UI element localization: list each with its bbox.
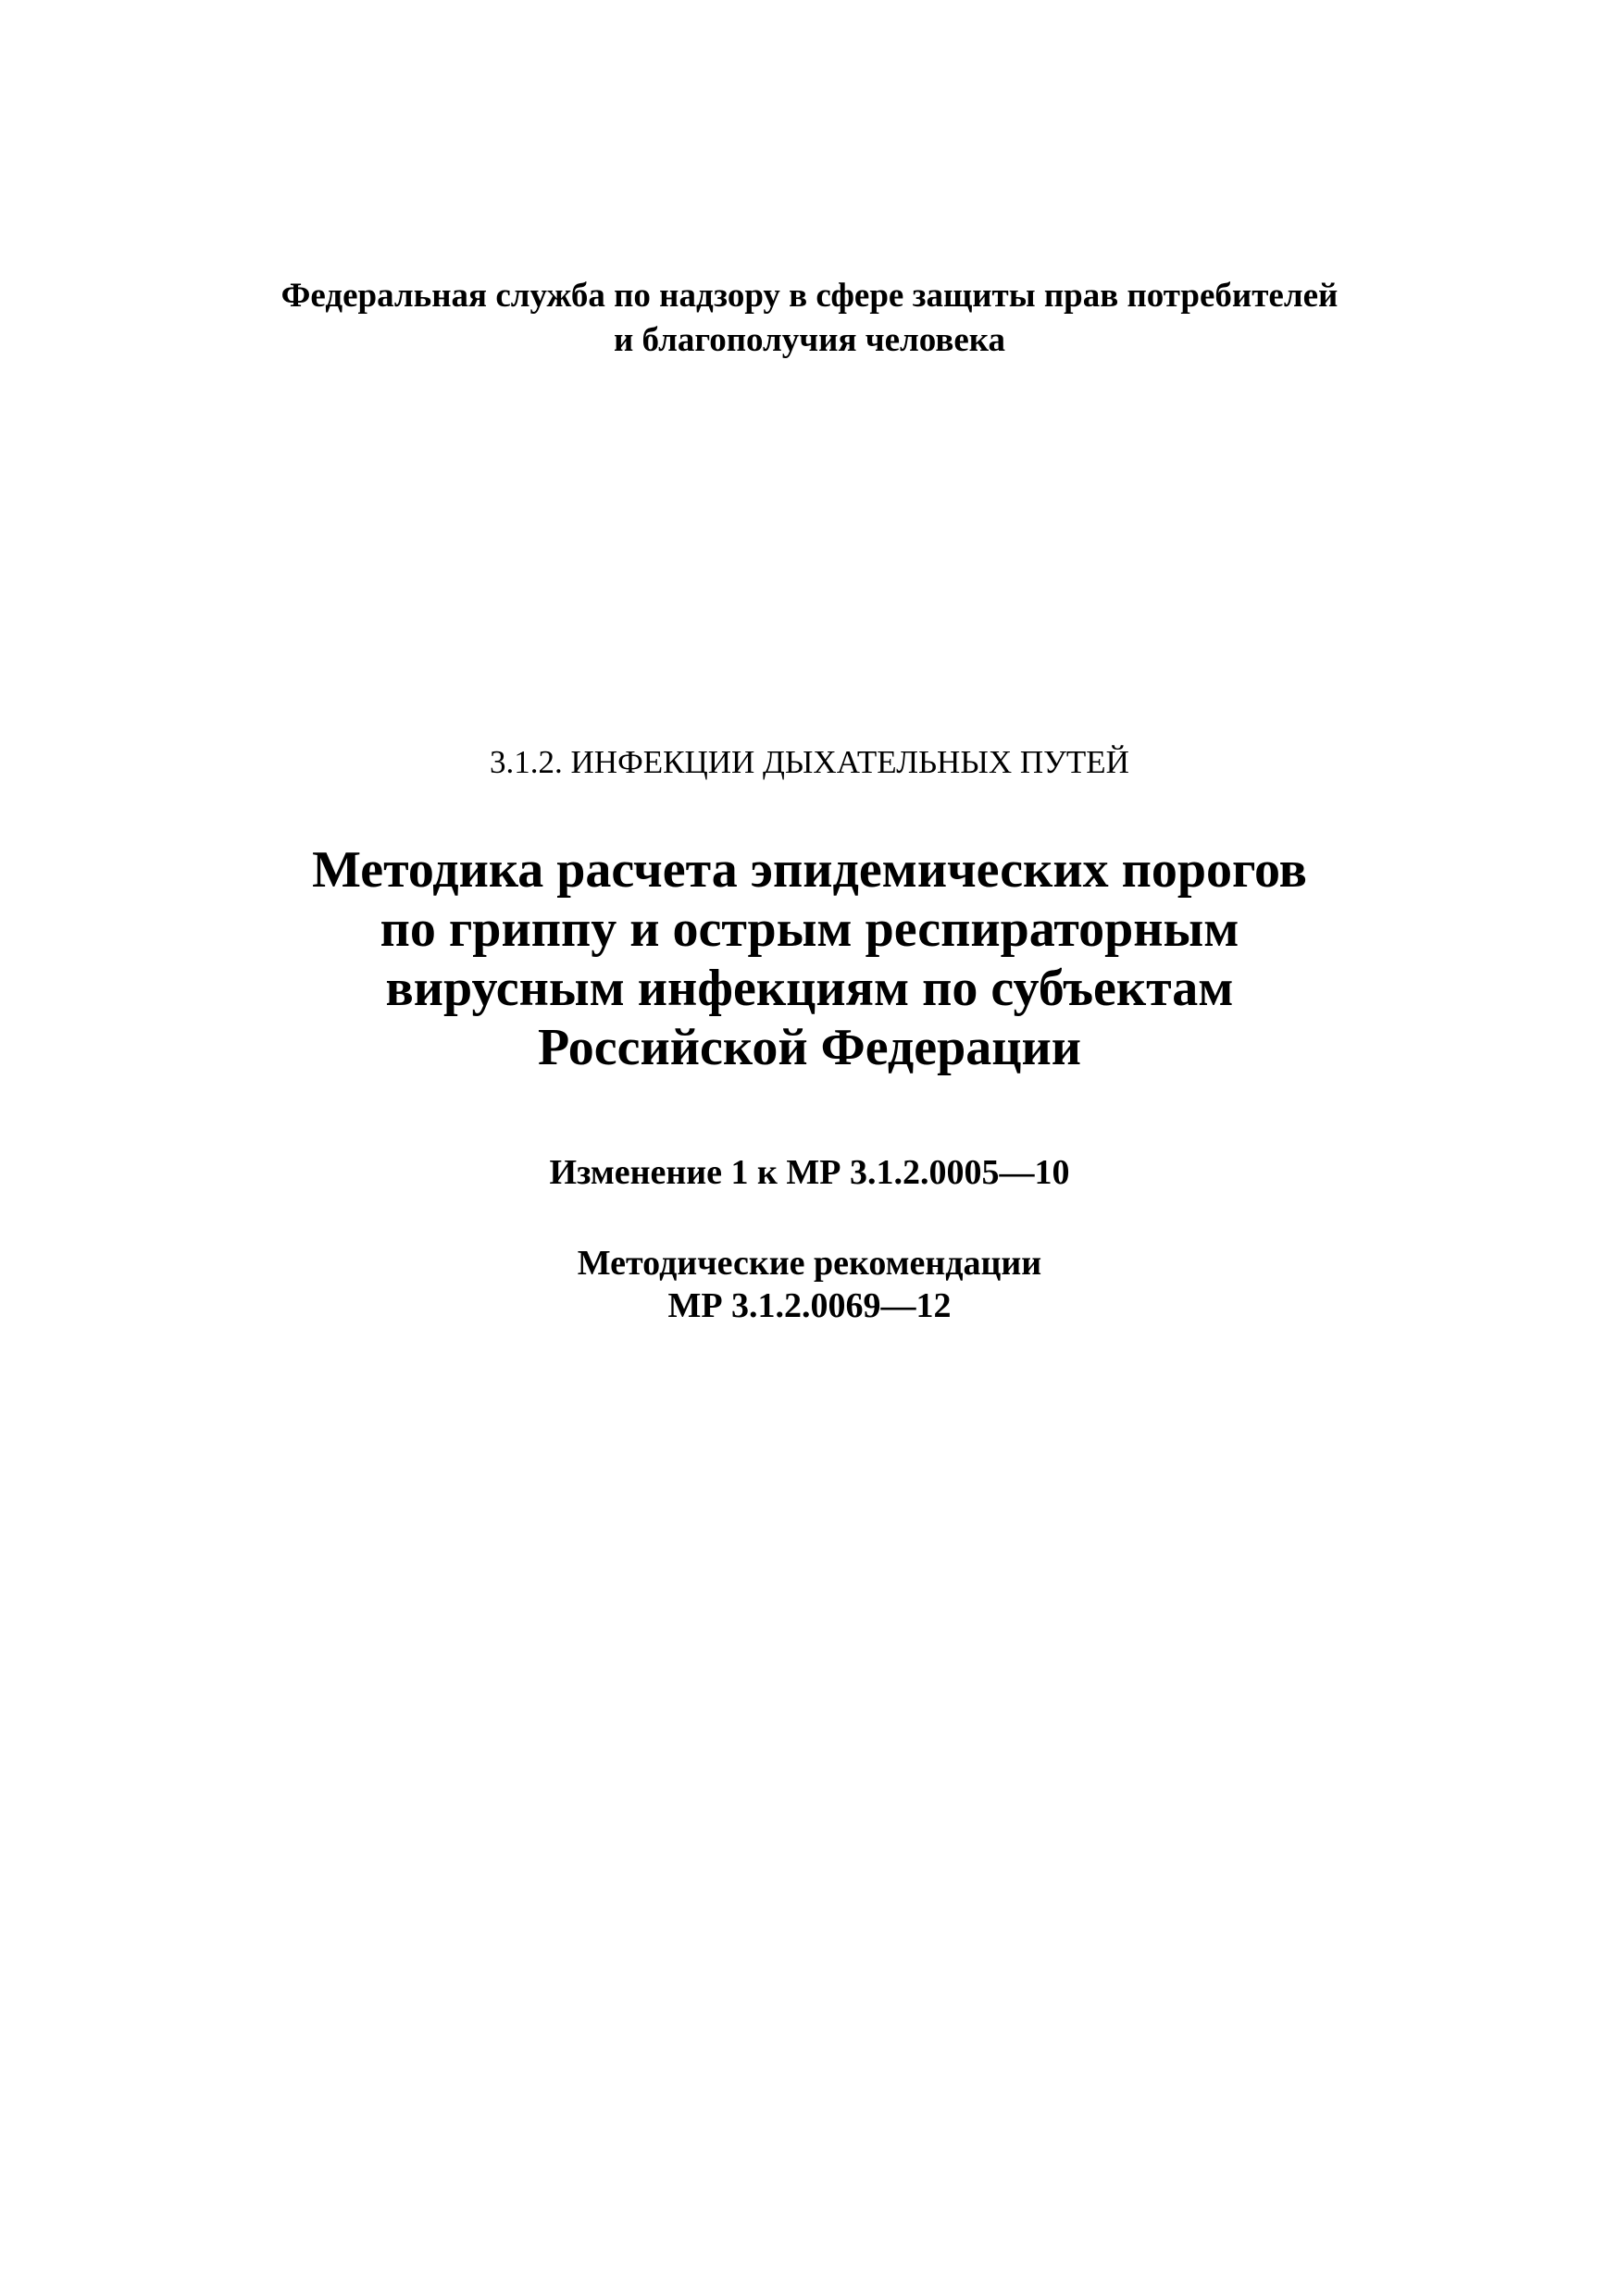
section-heading xyxy=(0,740,1619,785)
document-title-line-1: Методика расчета эпидемических порогов xyxy=(312,841,1307,899)
agency-line-1: Федеральная служба по надзору в сфере защиты прав потребителей xyxy=(280,277,1339,315)
document-title xyxy=(0,840,1619,1077)
document-number: МР 3.1.2.0069—12 xyxy=(667,1286,952,1325)
agency-header xyxy=(0,274,1619,363)
document-title-line-4: Российской Федерации xyxy=(537,1019,1082,1076)
amendment-note xyxy=(0,1150,1619,1195)
agency-line-2: и благополучия человека xyxy=(613,321,1006,359)
section-heading-text: 3.1.2. ИНФЕКЦИИ ДЫХАТЕЛЬНЫХ ПУТЕЙ xyxy=(490,744,1129,780)
amendment-text: Изменение 1 к МР 3.1.2.0005—10 xyxy=(549,1153,1070,1192)
document-title-line-2: по гриппу и острым респираторным xyxy=(380,900,1239,958)
document-title-line-3: вирусным инфекциям по субъектам xyxy=(385,960,1234,1017)
document-type-line-1: Методические рекомендации xyxy=(577,1244,1042,1283)
document-type xyxy=(0,1242,1619,1327)
